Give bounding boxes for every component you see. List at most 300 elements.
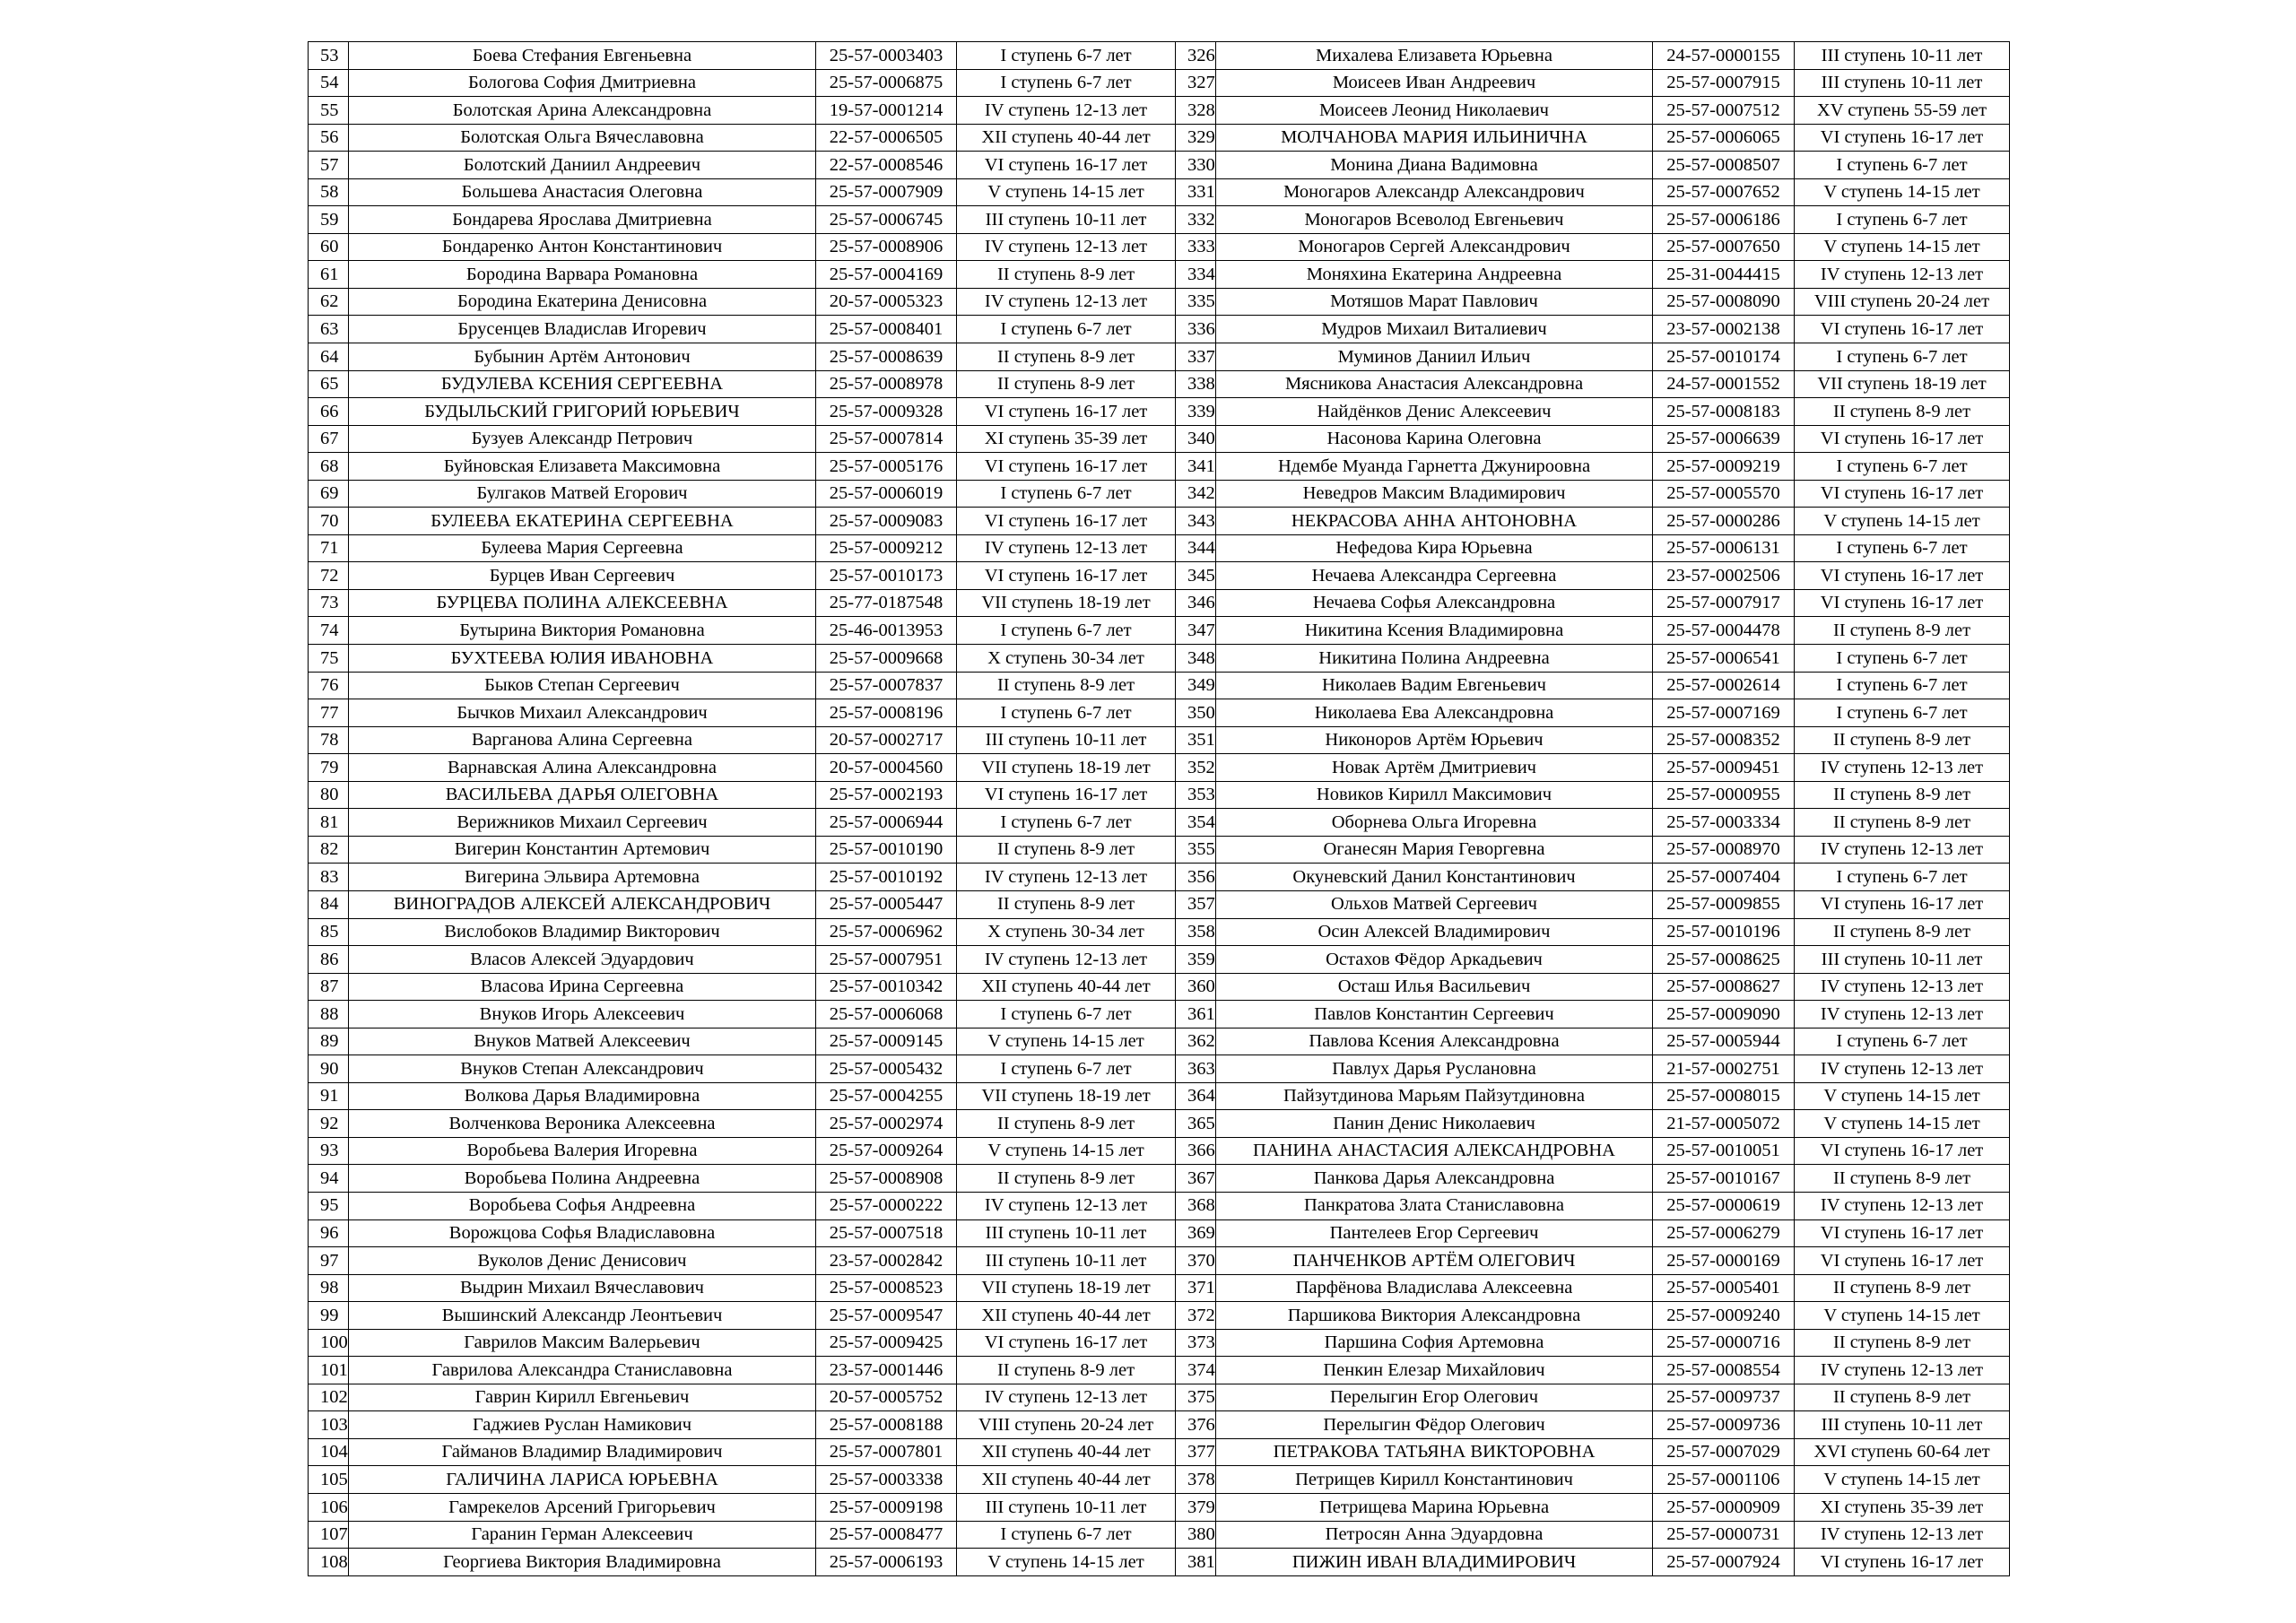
participant-id: 20-57-0005323 <box>816 288 957 316</box>
participant-id: 25-57-0004169 <box>816 261 957 289</box>
participant-id: 21-57-0002751 <box>1653 1055 1795 1083</box>
table-row <box>309 726 2010 754</box>
row-number: 79 <box>309 754 349 782</box>
participant-name: Гамрекелов Арсений Григорьевич <box>349 1493 816 1521</box>
participant-name: Оганесян Мария Геворгевна <box>1216 836 1653 864</box>
participant-id: 25-57-0002193 <box>816 781 957 809</box>
participant-name: Моногаров Александр Александрович <box>1216 178 1653 206</box>
participant-id: 25-57-0005401 <box>1653 1274 1795 1302</box>
table-row <box>309 343 2010 371</box>
row-number: 363 <box>1176 1055 1216 1083</box>
participant-name: Нечаева Софья Александровна <box>1216 589 1653 617</box>
participant-name: Оборнева Ольга Игоревна <box>1216 809 1653 837</box>
row-number: 62 <box>309 288 349 316</box>
row-number: 350 <box>1176 699 1216 727</box>
table-row <box>309 453 2010 481</box>
row-number: 358 <box>1176 918 1216 946</box>
participant-level: II ступень 8-9 лет <box>1795 726 2010 754</box>
table-row <box>309 261 2010 289</box>
participant-id: 25-57-0004478 <box>1653 617 1795 645</box>
participant-id: 25-57-0000731 <box>1653 1521 1795 1549</box>
participant-level: VI ступень 16-17 лет <box>957 781 1176 809</box>
participant-name: Бутырина Виктория Романовна <box>349 617 816 645</box>
participant-name: Нечаева Александра Сергеевна <box>1216 562 1653 590</box>
row-number: 66 <box>309 398 349 426</box>
table-row <box>309 645 2010 673</box>
participant-name: Гаврилов Максим Валерьевич <box>349 1329 816 1357</box>
participant-name: Нефедова Кира Юрьевна <box>1216 534 1653 562</box>
table-row <box>309 1247 2010 1275</box>
participant-name: Перелыгин Фёдор Олегович <box>1216 1411 1653 1439</box>
participant-id: 25-57-0009736 <box>1653 1411 1795 1439</box>
participant-level: III ступень 10-11 лет <box>957 1493 1176 1521</box>
participant-id: 25-57-0006065 <box>1653 124 1795 152</box>
participant-id: 25-57-0002614 <box>1653 672 1795 699</box>
participant-id: 25-57-0008188 <box>816 1411 957 1439</box>
table-row <box>309 1219 2010 1247</box>
participant-name: Павлов Константин Сергеевич <box>1216 1001 1653 1028</box>
row-number: 328 <box>1176 97 1216 125</box>
participant-name: МОЛЧАНОВА МАРИЯ ИЛЬИНИЧНА <box>1216 124 1653 152</box>
participant-level: VI ступень 16-17 лет <box>957 562 1176 590</box>
row-number: 371 <box>1176 1274 1216 1302</box>
participant-name: ПАНИНА АНАСТАСИЯ АЛЕКСАНДРОВНА <box>1216 1137 1653 1165</box>
row-number: 73 <box>309 589 349 617</box>
row-number: 76 <box>309 672 349 699</box>
participant-level: II ступень 8-9 лет <box>957 1165 1176 1193</box>
table-row <box>309 562 2010 590</box>
participant-name: Внуков Степан Александрович <box>349 1055 816 1083</box>
row-number: 356 <box>1176 864 1216 891</box>
participant-level: IV ступень 12-13 лет <box>957 946 1176 974</box>
table-row <box>309 1192 2010 1219</box>
participant-level: I ступень 6-7 лет <box>1795 645 2010 673</box>
participant-id: 23-57-0002842 <box>816 1247 957 1275</box>
participant-id: 24-57-0001552 <box>1653 370 1795 398</box>
participant-id: 21-57-0005072 <box>1653 1110 1795 1138</box>
participant-id: 25-57-0005447 <box>816 890 957 918</box>
participant-name: ГАЛИЧИНА ЛАРИСА ЮРЬЕВНА <box>349 1466 816 1494</box>
table-row <box>309 1493 2010 1521</box>
participant-level: V ступень 14-15 лет <box>1795 178 2010 206</box>
participant-name: Моисеев Иван Андреевич <box>1216 69 1653 97</box>
row-number: 359 <box>1176 946 1216 974</box>
participant-id: 19-57-0001214 <box>816 97 957 125</box>
participant-name: Никитина Ксения Владимировна <box>1216 617 1653 645</box>
row-number: 59 <box>309 206 349 234</box>
participant-id: 25-57-0006019 <box>816 480 957 508</box>
participant-level: VI ступень 16-17 лет <box>957 398 1176 426</box>
participant-id: 25-57-0007169 <box>1653 699 1795 727</box>
row-number: 80 <box>309 781 349 809</box>
participant-id: 25-57-0008401 <box>816 316 957 343</box>
participant-level: II ступень 8-9 лет <box>1795 809 2010 837</box>
row-number: 81 <box>309 809 349 837</box>
participant-level: VII ступень 18-19 лет <box>1795 370 2010 398</box>
participant-level: VI ступень 16-17 лет <box>1795 480 2010 508</box>
participant-name: Мудров Михаил Виталиевич <box>1216 316 1653 343</box>
participant-id: 25-57-0009737 <box>1653 1384 1795 1411</box>
table-row <box>309 754 2010 782</box>
row-number: 54 <box>309 69 349 97</box>
table-row <box>309 781 2010 809</box>
participant-id: 25-57-0007951 <box>816 946 957 974</box>
participant-name: Монина Диана Вадимовна <box>1216 152 1653 179</box>
row-number: 91 <box>309 1082 349 1110</box>
participant-id: 25-57-0009240 <box>1653 1302 1795 1330</box>
participant-name: БУХТЕЕВА ЮЛИЯ ИВАНОВНА <box>349 645 816 673</box>
participant-name: Найдёнков Денис Алексеевич <box>1216 398 1653 426</box>
participant-level: VII ступень 18-19 лет <box>957 1274 1176 1302</box>
participant-id: 25-57-0009198 <box>816 1493 957 1521</box>
participant-level: VI ступень 16-17 лет <box>1795 1549 2010 1576</box>
table-row <box>309 1466 2010 1494</box>
participant-level: VI ступень 16-17 лет <box>1795 425 2010 453</box>
participant-name: Варнавская Алина Александровна <box>349 754 816 782</box>
row-number: 95 <box>309 1192 349 1219</box>
participant-id: 25-57-0010167 <box>1653 1165 1795 1193</box>
row-number: 83 <box>309 864 349 891</box>
participant-name: БУДУЛЕВА КСЕНИЯ СЕРГЕЕВНА <box>349 370 816 398</box>
participant-id: 22-57-0008546 <box>816 152 957 179</box>
row-number: 338 <box>1176 370 1216 398</box>
row-number: 331 <box>1176 178 1216 206</box>
row-number: 333 <box>1176 233 1216 261</box>
participant-id: 25-57-0007915 <box>1653 69 1795 97</box>
participant-name: ПЕТРАКОВА ТАТЬЯНА ВИКТОРОВНА <box>1216 1438 1653 1466</box>
participant-id: 25-57-0010196 <box>1653 918 1795 946</box>
participant-name: Бородина Варвара Романовна <box>349 261 816 289</box>
participant-id: 25-57-0000286 <box>1653 508 1795 535</box>
table-row <box>309 1329 2010 1357</box>
participant-id: 25-57-0005570 <box>1653 480 1795 508</box>
row-number: 381 <box>1176 1549 1216 1576</box>
participant-id: 25-57-0006131 <box>1653 534 1795 562</box>
table-row <box>309 1274 2010 1302</box>
participant-level: VI ступень 16-17 лет <box>1795 1219 2010 1247</box>
participant-id: 25-57-0007404 <box>1653 864 1795 891</box>
participant-name: Парфёнова Владислава Алексеевна <box>1216 1274 1653 1302</box>
participant-name: Бородина Екатерина Денисовна <box>349 288 816 316</box>
participant-level: III ступень 10-11 лет <box>957 1247 1176 1275</box>
participant-level: I ступень 6-7 лет <box>1795 152 2010 179</box>
participant-id: 25-57-0002974 <box>816 1110 957 1138</box>
participant-level: I ступень 6-7 лет <box>1795 864 2010 891</box>
participant-level: II ступень 8-9 лет <box>957 1357 1176 1384</box>
row-number: 377 <box>1176 1438 1216 1466</box>
row-number: 60 <box>309 233 349 261</box>
participant-level: IV ступень 12-13 лет <box>1795 973 2010 1001</box>
participant-level: V ступень 14-15 лет <box>1795 1302 2010 1330</box>
row-number: 329 <box>1176 124 1216 152</box>
participant-name: Николаева Ева Александровна <box>1216 699 1653 727</box>
participant-id: 25-57-0008908 <box>816 1165 957 1193</box>
participant-level: VI ступень 16-17 лет <box>1795 1247 2010 1275</box>
row-number: 56 <box>309 124 349 152</box>
row-number: 63 <box>309 316 349 343</box>
participant-level: IV ступень 12-13 лет <box>1795 1357 2010 1384</box>
participant-level: IV ступень 12-13 лет <box>1795 261 2010 289</box>
table-row <box>309 1438 2010 1466</box>
table-row <box>309 425 2010 453</box>
row-number: 332 <box>1176 206 1216 234</box>
table-row <box>309 1137 2010 1165</box>
participant-level: I ступень 6-7 лет <box>957 1521 1176 1549</box>
participant-id: 25-57-0008627 <box>1653 973 1795 1001</box>
participant-level: IV ступень 12-13 лет <box>1795 1521 2010 1549</box>
row-number: 337 <box>1176 343 1216 371</box>
row-number: 347 <box>1176 617 1216 645</box>
participant-name: Неведров Максим Владимирович <box>1216 480 1653 508</box>
row-number: 330 <box>1176 152 1216 179</box>
row-number: 78 <box>309 726 349 754</box>
participant-level: I ступень 6-7 лет <box>957 69 1176 97</box>
participant-level: XII ступень 40-44 лет <box>957 1302 1176 1330</box>
participant-id: 25-57-0009547 <box>816 1302 957 1330</box>
row-number: 364 <box>1176 1082 1216 1110</box>
row-number: 343 <box>1176 508 1216 535</box>
participant-level: I ступень 6-7 лет <box>1795 1028 2010 1055</box>
participant-name: Никоноров Артём Юрьевич <box>1216 726 1653 754</box>
row-number: 335 <box>1176 288 1216 316</box>
participant-name: Болотская Арина Александровна <box>349 97 816 125</box>
row-number: 103 <box>309 1411 349 1439</box>
participant-name: Мясникова Анастасия Александровна <box>1216 370 1653 398</box>
row-number: 104 <box>309 1438 349 1466</box>
participant-id: 25-57-0007909 <box>816 178 957 206</box>
participant-level: XII ступень 40-44 лет <box>957 973 1176 1001</box>
participant-id: 25-57-0008523 <box>816 1274 957 1302</box>
participant-id: 25-57-0008625 <box>1653 946 1795 974</box>
participant-id: 25-57-0008196 <box>816 699 957 727</box>
row-number: 107 <box>309 1521 349 1549</box>
row-number: 105 <box>309 1466 349 1494</box>
participant-name: Петросян Анна Эдуардовна <box>1216 1521 1653 1549</box>
table-row <box>309 534 2010 562</box>
participant-level: I ступень 6-7 лет <box>957 617 1176 645</box>
participant-level: II ступень 8-9 лет <box>1795 1329 2010 1357</box>
participant-id: 25-57-0008970 <box>1653 836 1795 864</box>
participant-level: VI ступень 16-17 лет <box>1795 316 2010 343</box>
participant-id: 25-57-0006279 <box>1653 1219 1795 1247</box>
participant-level: VI ступень 16-17 лет <box>957 453 1176 481</box>
participant-level: I ступень 6-7 лет <box>957 316 1176 343</box>
participant-level: I ступень 6-7 лет <box>1795 206 2010 234</box>
participant-id: 25-57-0010174 <box>1653 343 1795 371</box>
participant-id: 25-57-0000955 <box>1653 781 1795 809</box>
participant-level: I ступень 6-7 лет <box>957 480 1176 508</box>
row-number: 65 <box>309 370 349 398</box>
participant-id: 25-57-0000716 <box>1653 1329 1795 1357</box>
table-row <box>309 480 2010 508</box>
table-row <box>309 124 2010 152</box>
participant-name: Окуневский Данил Константинович <box>1216 864 1653 891</box>
participant-name: ВИНОГРАДОВ АЛЕКСЕЙ АЛЕКСАНДРОВИЧ <box>349 890 816 918</box>
participant-id: 25-57-0006639 <box>1653 425 1795 453</box>
participant-name: Выдрин Михаил Вячеславович <box>349 1274 816 1302</box>
participant-id: 25-57-0000169 <box>1653 1247 1795 1275</box>
participant-id: 25-57-0006068 <box>816 1001 957 1028</box>
participant-name: Гаджиев Руслан Намикович <box>349 1411 816 1439</box>
table-row <box>309 1411 2010 1439</box>
row-number: 348 <box>1176 645 1216 673</box>
participant-id: 25-57-0010342 <box>816 973 957 1001</box>
participant-level: I ступень 6-7 лет <box>957 699 1176 727</box>
participant-id: 23-57-0002506 <box>1653 562 1795 590</box>
participant-id: 25-57-0005432 <box>816 1055 957 1083</box>
participant-name: Буйновская Елизавета Максимовна <box>349 453 816 481</box>
participant-level: IV ступень 12-13 лет <box>1795 1192 2010 1219</box>
table-row <box>309 1001 2010 1028</box>
participant-name: Панкратова Злата Станиславовна <box>1216 1192 1653 1219</box>
participant-name: Волкова Дарья Владимировна <box>349 1082 816 1110</box>
table-row <box>309 946 2010 974</box>
row-number: 98 <box>309 1274 349 1302</box>
row-number: 74 <box>309 617 349 645</box>
table-row <box>309 973 2010 1001</box>
participant-level: II ступень 8-9 лет <box>1795 918 2010 946</box>
row-number: 378 <box>1176 1466 1216 1494</box>
participant-level: VII ступень 18-19 лет <box>957 1082 1176 1110</box>
participant-name: Гаврилова Александра Станиславовна <box>349 1357 816 1384</box>
participant-level: X ступень 30-34 лет <box>957 918 1176 946</box>
participant-id: 25-57-0003338 <box>816 1466 957 1494</box>
table-row <box>309 398 2010 426</box>
row-number: 351 <box>1176 726 1216 754</box>
participant-id: 24-57-0000155 <box>1653 42 1795 70</box>
participant-name: Бубынин Артём Антонович <box>349 343 816 371</box>
participant-level: VI ступень 16-17 лет <box>1795 124 2010 152</box>
table-row <box>309 617 2010 645</box>
participant-level: I ступень 6-7 лет <box>957 1001 1176 1028</box>
participant-id: 25-57-0007512 <box>1653 97 1795 125</box>
participant-id: 25-57-0010051 <box>1653 1137 1795 1165</box>
participant-name: Николаев Вадим Евгеньевич <box>1216 672 1653 699</box>
row-number: 340 <box>1176 425 1216 453</box>
participant-level: VI ступень 16-17 лет <box>1795 890 2010 918</box>
table-row <box>309 699 2010 727</box>
row-number: 72 <box>309 562 349 590</box>
participant-name: Остахов Фёдор Аркадьевич <box>1216 946 1653 974</box>
participant-id: 25-31-0044415 <box>1653 261 1795 289</box>
participant-name: Вислобоков Владимир Викторович <box>349 918 816 946</box>
participant-id: 25-57-0008639 <box>816 343 957 371</box>
participant-level: I ступень 6-7 лет <box>957 42 1176 70</box>
table-row <box>309 1082 2010 1110</box>
participant-name: Гаранин Герман Алексеевич <box>349 1521 816 1549</box>
participant-level: II ступень 8-9 лет <box>1795 1165 2010 1193</box>
row-number: 57 <box>309 152 349 179</box>
participant-id: 25-57-0010192 <box>816 864 957 891</box>
row-number: 64 <box>309 343 349 371</box>
participant-name: Вигерина Эльвира Артемовна <box>349 864 816 891</box>
participant-level: I ступень 6-7 лет <box>1795 699 2010 727</box>
table-row <box>309 1384 2010 1411</box>
participant-id: 25-57-0004255 <box>816 1082 957 1110</box>
participant-level: XV ступень 55-59 лет <box>1795 97 2010 125</box>
participant-name: Осташ Илья Васильевич <box>1216 973 1653 1001</box>
participant-name: Воробьева Полина Андреевна <box>349 1165 816 1193</box>
participant-level: I ступень 6-7 лет <box>1795 672 2010 699</box>
participant-name: ВАСИЛЬЕВА ДАРЬЯ ОЛЕГОВНА <box>349 781 816 809</box>
participant-id: 20-57-0004560 <box>816 754 957 782</box>
participants-table <box>308 41 2010 1576</box>
participants-table-body <box>309 42 2010 1576</box>
participant-name: ПИЖИН ИВАН ВЛАДИМИРОВИЧ <box>1216 1549 1653 1576</box>
participant-level: VIII ступень 20-24 лет <box>957 1411 1176 1439</box>
row-number: 86 <box>309 946 349 974</box>
table-row <box>309 288 2010 316</box>
participant-level: V ступень 14-15 лет <box>1795 233 2010 261</box>
participant-id: 25-57-0009328 <box>816 398 957 426</box>
row-number: 89 <box>309 1028 349 1055</box>
participant-name: Быков Степан Сергеевич <box>349 672 816 699</box>
table-row <box>309 864 2010 891</box>
participant-id: 25-57-0008183 <box>1653 398 1795 426</box>
table-row <box>309 1165 2010 1193</box>
participant-id: 20-57-0002717 <box>816 726 957 754</box>
participant-id: 25-57-0007652 <box>1653 178 1795 206</box>
participant-name: Ндембе Муанда Гарнетта Джунироовна <box>1216 453 1653 481</box>
table-row <box>309 1357 2010 1384</box>
participant-name: Вышинский Александр Леонтьевич <box>349 1302 816 1330</box>
participant-name: Новиков Кирилл Максимович <box>1216 781 1653 809</box>
participant-level: VI ступень 16-17 лет <box>957 1329 1176 1357</box>
row-number: 342 <box>1176 480 1216 508</box>
row-number: 67 <box>309 425 349 453</box>
participant-level: V ступень 14-15 лет <box>957 1549 1176 1576</box>
participant-id: 25-57-0009264 <box>816 1137 957 1165</box>
participant-name: БУЛЕЕВА ЕКАТЕРИНА СЕРГЕЕВНА <box>349 508 816 535</box>
participant-name: Булеева Мария Сергеевна <box>349 534 816 562</box>
participant-level: II ступень 8-9 лет <box>1795 1274 2010 1302</box>
participant-level: III ступень 10-11 лет <box>957 726 1176 754</box>
participant-id: 25-57-0000222 <box>816 1192 957 1219</box>
participant-id: 25-57-0009212 <box>816 534 957 562</box>
row-number: 357 <box>1176 890 1216 918</box>
row-number: 341 <box>1176 453 1216 481</box>
row-number: 71 <box>309 534 349 562</box>
row-number: 102 <box>309 1384 349 1411</box>
row-number: 380 <box>1176 1521 1216 1549</box>
participant-name: Моисеев Леонид Николаевич <box>1216 97 1653 125</box>
participant-id: 25-57-0007518 <box>816 1219 957 1247</box>
table-row <box>309 206 2010 234</box>
row-number: 352 <box>1176 754 1216 782</box>
participant-id: 25-57-0006186 <box>1653 206 1795 234</box>
table-row <box>309 809 2010 837</box>
participant-level: V ступень 14-15 лет <box>957 1028 1176 1055</box>
participant-level: VII ступень 18-19 лет <box>957 754 1176 782</box>
participant-level: VI ступень 16-17 лет <box>1795 1137 2010 1165</box>
participant-name: Моняхина Екатерина Андреевна <box>1216 261 1653 289</box>
row-number: 375 <box>1176 1384 1216 1411</box>
participant-id: 25-57-0009090 <box>1653 1001 1795 1028</box>
row-number: 106 <box>309 1493 349 1521</box>
participant-name: Ольхов Матвей Сергеевич <box>1216 890 1653 918</box>
participant-id: 25-57-0008015 <box>1653 1082 1795 1110</box>
participant-name: Брусенцев Владислав Игоревич <box>349 316 816 343</box>
participant-id: 25-57-0008477 <box>816 1521 957 1549</box>
participant-id: 25-57-0009451 <box>1653 754 1795 782</box>
participant-id: 25-57-0008507 <box>1653 152 1795 179</box>
participant-id: 25-57-0000619 <box>1653 1192 1795 1219</box>
row-number: 373 <box>1176 1329 1216 1357</box>
participant-level: IV ступень 12-13 лет <box>957 864 1176 891</box>
participant-level: IV ступень 12-13 лет <box>1795 754 2010 782</box>
participant-name: Пайзутдинова Марьям Пайзутдиновна <box>1216 1082 1653 1110</box>
participant-id: 23-57-0002138 <box>1653 316 1795 343</box>
